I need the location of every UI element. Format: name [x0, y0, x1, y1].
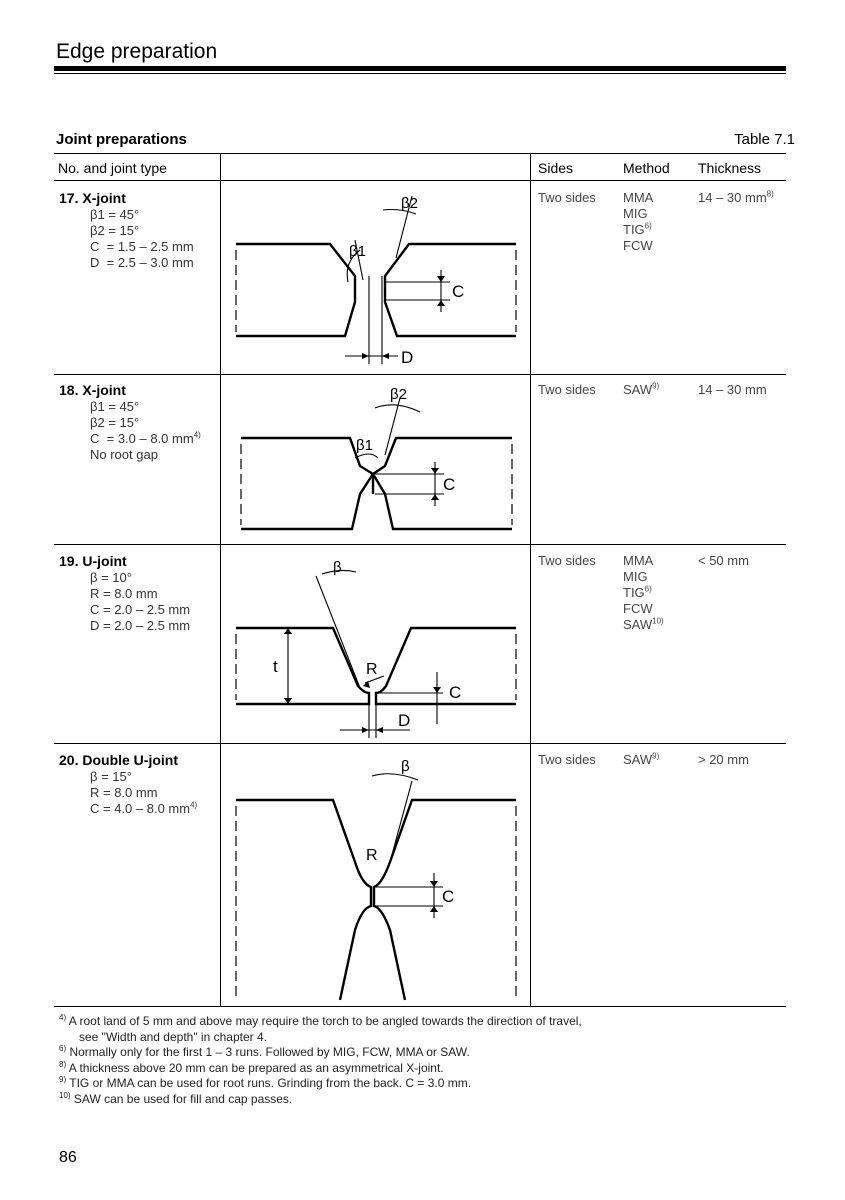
d-dimension-label: D	[401, 348, 414, 367]
param: R = 8.0 mm	[90, 785, 158, 800]
r-radius-label: R	[366, 847, 378, 864]
joint-17-description	[59, 190, 194, 271]
plate-left	[236, 244, 355, 336]
method: FCW	[623, 238, 653, 253]
footnote: $^{4)}$ A root land of 5 mm and above may require the torch to be angled towards the direction of travel,	[59, 1013, 582, 1028]
header-thickness: Thickness	[698, 160, 762, 176]
method: TIG	[623, 222, 645, 237]
header-no-type: No. and joint type	[58, 160, 167, 176]
joint-17-diagram	[221, 181, 530, 374]
beta1-label: β1	[356, 437, 373, 454]
page-title: Edge preparation	[56, 40, 218, 63]
param: C = 3.0 – 8.0 mm	[90, 431, 194, 446]
footnote-continuation: see "Width and depth" in chapter 4.	[79, 1029, 267, 1044]
method: MMA	[623, 553, 654, 568]
param: D = 2.0 – 2.5 mm	[90, 618, 191, 633]
joint-19-diagram	[221, 545, 530, 743]
param: D = 2.5 – 3.0 mm	[90, 255, 194, 270]
sides-cell: Two sides	[538, 752, 596, 767]
param: β = 15°	[90, 769, 132, 784]
column-divider	[530, 153, 531, 1007]
footnote-ref: 6)	[644, 221, 652, 231]
param: No root gap	[90, 447, 158, 462]
sides-cell: Two sides	[538, 553, 596, 568]
joint-20-description	[59, 752, 197, 817]
footnote: $^{9)}$ TIG or MMA can be used for root runs. Grinding from the back. C = 3.0 mm.	[59, 1075, 472, 1090]
footnote-ref: 4)	[193, 430, 201, 440]
param: C = 4.0 – 8.0 mm	[90, 801, 191, 816]
param: C = 2.0 – 2.5 mm	[90, 602, 191, 617]
param: β1 = 45°	[90, 207, 140, 222]
thickness-cell	[698, 190, 774, 206]
joint-18-description	[59, 382, 201, 463]
header-method: Method	[623, 160, 670, 176]
table-bottom-rule	[54, 1006, 786, 1007]
method: SAW	[623, 752, 653, 767]
joint-19-description	[59, 553, 190, 634]
method-cell	[623, 752, 659, 768]
param: R = 8.0 mm	[90, 586, 158, 601]
t-dimension-label: t	[273, 657, 278, 676]
beta2-label: β2	[401, 195, 418, 212]
r-radius-label: R	[366, 661, 378, 678]
method: TIG	[623, 585, 645, 600]
beta1-label: β1	[349, 243, 366, 260]
c-dimension-label: C	[442, 887, 455, 906]
param: β2 = 15°	[90, 223, 140, 238]
footnote: $^{8)}$ A thickness above 20 mm can be prepared as an asymmetrical X-joint.	[59, 1059, 444, 1075]
plate-left	[241, 438, 373, 529]
method: FCW	[623, 601, 653, 616]
beta-label: β	[401, 758, 410, 775]
thickness-value: 14 – 30 mm	[698, 190, 767, 205]
param: β1 = 45°	[90, 399, 140, 414]
d-dimension-label: D	[398, 711, 411, 730]
thickness-cell: > 20 mm	[698, 752, 749, 767]
method: SAW	[623, 617, 653, 632]
table-top-rule	[54, 153, 786, 154]
header-sides: Sides	[538, 160, 574, 176]
method: MIG	[623, 206, 648, 221]
sides-cell: Two sides	[538, 382, 596, 397]
joint-title: 20. Double U-joint	[59, 752, 178, 768]
c-dimension-label: C	[452, 282, 465, 301]
method-cell	[623, 382, 659, 398]
footnotes	[59, 1014, 582, 1107]
joint-title: 17. X-joint	[59, 190, 126, 206]
thickness-cell: < 50 mm	[698, 553, 749, 568]
param: C = 1.5 – 2.5 mm	[90, 239, 194, 254]
joint-title: 18. X-joint	[59, 382, 126, 398]
joint-title: 19. U-joint	[59, 553, 127, 569]
plate-right	[385, 244, 516, 336]
footnote: $^{10)}$ SAW can be used for fill and cap passes.	[59, 1090, 293, 1106]
footnote-ref: 9)	[652, 751, 660, 761]
c-dimension-label: C	[449, 683, 462, 702]
title-rule-thick	[54, 66, 786, 71]
page-number: 86	[59, 1149, 77, 1166]
sides-cell: Two sides	[538, 190, 596, 205]
footnote-ref: 9)	[652, 381, 660, 391]
method: SAW	[623, 382, 653, 397]
beta-label: β	[333, 559, 342, 576]
plate-left	[236, 628, 369, 704]
footnote-ref: 4)	[190, 800, 198, 810]
table-number: Table 7.1	[734, 131, 795, 148]
beta2-label: β2	[390, 386, 407, 403]
section-title: Joint preparations	[56, 131, 187, 148]
footnote-ref: 8)	[766, 189, 774, 199]
method: MIG	[623, 569, 648, 584]
param: β = 10°	[90, 570, 132, 585]
footnote-ref: 6)	[644, 584, 652, 594]
method-cell	[623, 553, 664, 633]
c-dimension-label: C	[443, 475, 456, 494]
plate-left	[236, 800, 371, 1000]
joint-18-diagram	[221, 375, 530, 544]
method-cell	[623, 190, 653, 254]
method: MMA	[623, 190, 654, 205]
thickness-cell: 14 – 30 mm	[698, 382, 767, 397]
joint-20-diagram	[221, 744, 530, 1006]
footnote: $^{6)}$ Normally only for the first 1 – 3 runs. Followed by MIG, FCW, MMA or SAW.	[59, 1044, 470, 1059]
param: β2 = 15°	[90, 415, 140, 430]
title-rule-thin	[54, 73, 786, 74]
footnote-ref: 10)	[652, 616, 664, 626]
